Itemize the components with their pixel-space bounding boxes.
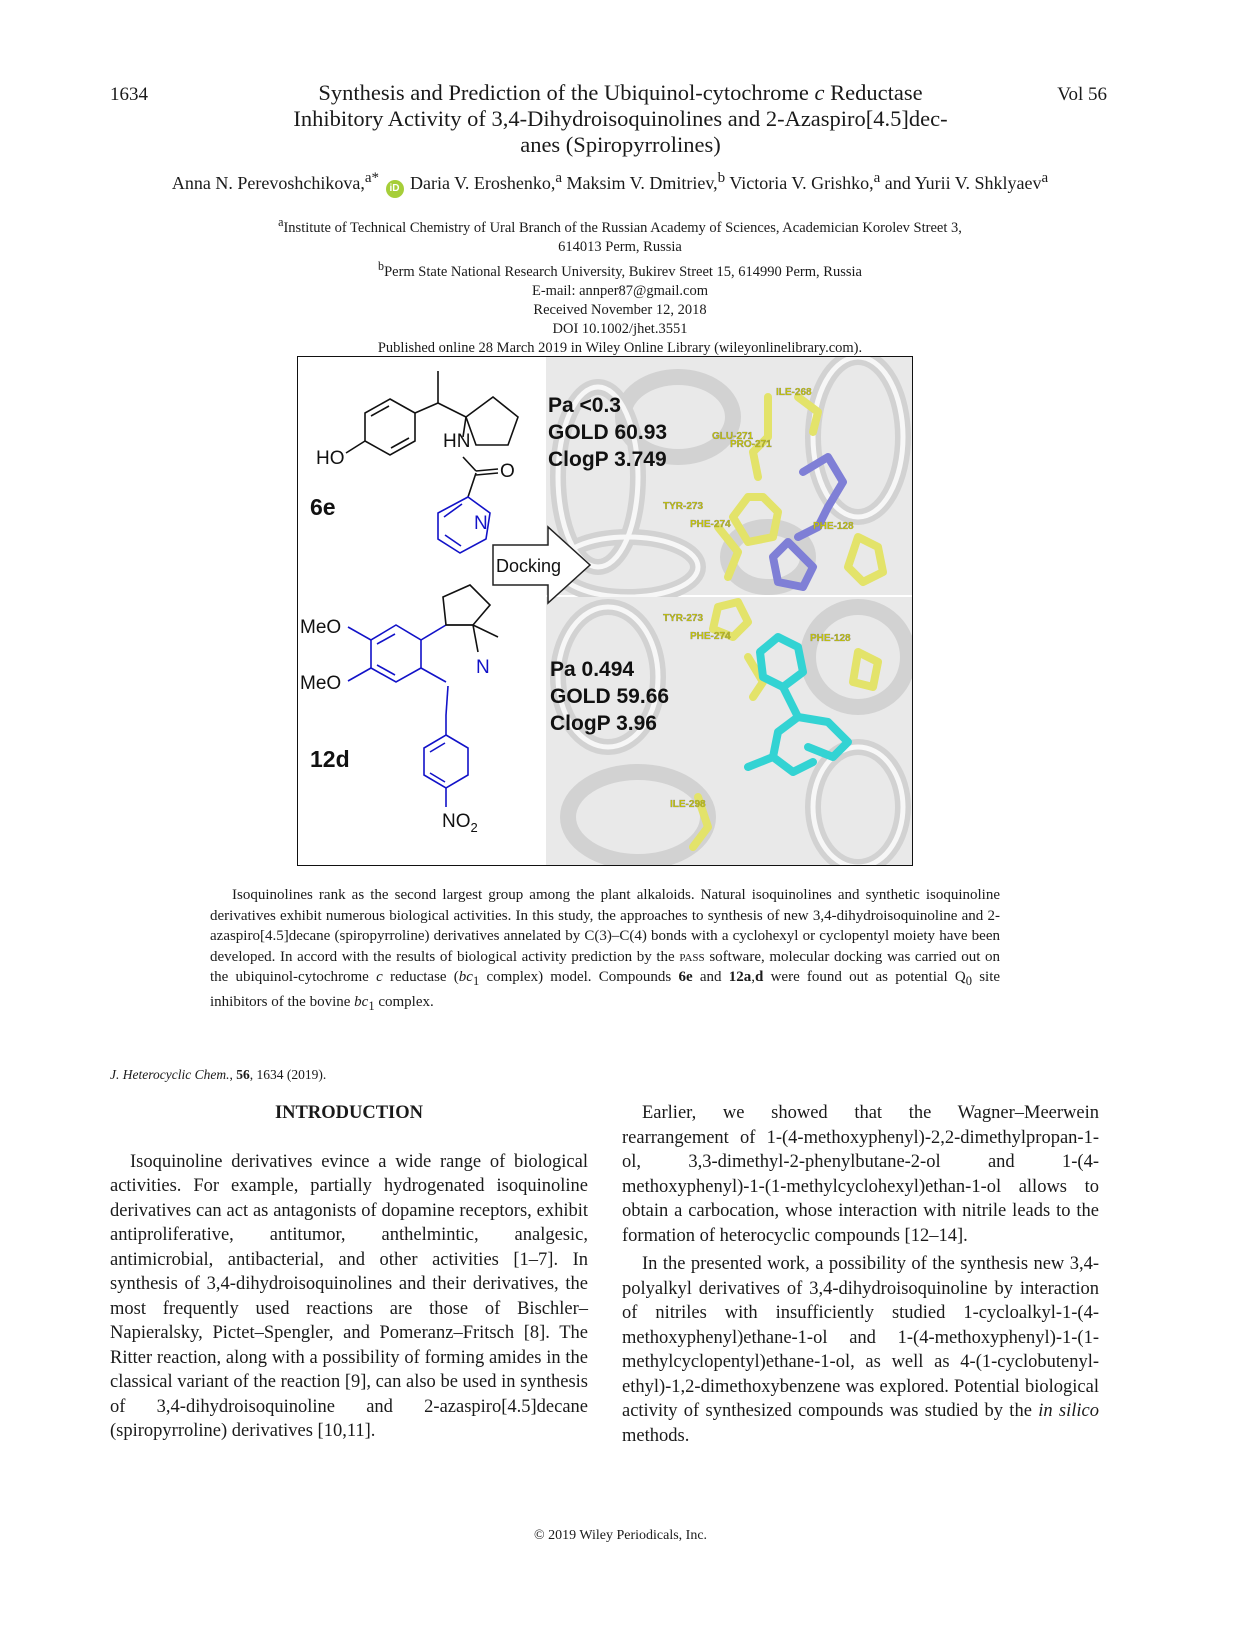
paragraph: Earlier, we showed that the Wagner–Meerwein rearrangement of 1-(4-methoxyphenyl)-2,2-dimethylpropan-1-ol, 3,3-dimethyl-2-phenylbutane-2-ol and 1-(4-methoxyphenyl)-1-(1-methylcyclohexyl)ethan-1-ol allows to obtain a carbocation, whose interaction with nitrile leads to the formation of heterocyclic compounds [12–14]. <box>622 1103 1099 1246</box>
label-n-isoquinoline: N <box>476 657 490 678</box>
body-column-right <box>622 1101 1099 1448</box>
doi-link[interactable]: DOI 10.1002/jhet.3551 <box>552 320 688 337</box>
structure-6e <box>346 371 518 497</box>
affiliations <box>150 213 1090 358</box>
docking-label: Docking <box>496 556 562 576</box>
residue-label: PHE-128 <box>813 521 854 532</box>
author-4: Victoria V. Grishko, <box>729 173 874 193</box>
author-2: Daria V. Eroshenko, <box>410 173 556 193</box>
email-link[interactable]: E-mail: annper87@gmail.com <box>531 282 709 299</box>
pass-software: pass <box>679 948 705 965</box>
title-line-2: Inhibitory Activity of 3,4-Dihydroisoquinolines and 2-Azaspiro[4.5]dec- <box>293 106 948 131</box>
gold-score: GOLD 60.93 <box>548 421 668 444</box>
author-1: Anna N. Perevoshchikova, <box>171 173 365 193</box>
residue-label: PHE-274 <box>690 519 731 530</box>
journal-citation: J. Heterocyclic Chem., 56, 1634 (2019). <box>110 1067 327 1082</box>
compound-label-12d: 12d <box>310 746 350 772</box>
received-date: Received November 12, 2018 <box>533 301 707 318</box>
label-o: O <box>500 461 515 482</box>
orcid-icon[interactable]: iD <box>386 180 404 198</box>
author-3: Maksim V. Dmitriev, <box>566 173 718 193</box>
label-hn: HN <box>443 431 471 452</box>
body-column-left <box>110 1101 588 1444</box>
page-number: 1634 <box>110 84 148 105</box>
volume-label: Vol 56 <box>1057 84 1107 105</box>
label-meo: MeO <box>300 673 342 694</box>
structure-12d <box>348 625 468 807</box>
label-meo: MeO <box>300 617 342 638</box>
docking-panel-top <box>546 357 913 597</box>
compound-label-6e: 6e <box>310 494 336 520</box>
paragraph: Isoquinoline derivatives evince a wide range of biological activities. For example, partially hydrogenated isoquinoline derivatives can act as antagonists of dopamine receptors, exhibit antiproliferative, antitumor, anthelmintic, analgesic, antimicrobial, antibacterial, and other activities [1–7]. In synthesis of 3,4-dihydroisoquinolines and their derivatives, the most frequently used reactions are those of Bischler–Napieralsky, Pictet–Spengler, and Pomeranz–Fritsch [8]. The Ritter reaction, along with a possibility of forming amides in the classical variant of the reaction [9], can also be used in synthesis of 3,4-dihydroisoquinoline and 2-azaspiro[4.5]decane (spiropyrroline) derivatives [10,11]. <box>110 1151 588 1441</box>
label-n-pyridine: N <box>474 513 488 534</box>
affiliation-a: $^a$Institute of Technical Chemistry of Ural Branch of the Russian Academy of Sciences, Academician Korolev Street 3, <box>278 215 962 236</box>
clogp-value: ClogP 3.749 <box>548 448 667 471</box>
residue-label: ILE-268 <box>776 387 812 398</box>
pa-value: Pa 0.494 <box>550 658 635 681</box>
label-ho: HO <box>316 448 345 469</box>
title-line-1: Synthesis and Prediction of the Ubiquinol-cytochrome c Reductase <box>318 80 923 105</box>
published-info: Published online 28 March 2019 in Wiley Online Library (wileyonlinelibrary.com). <box>377 339 863 356</box>
clogp-value: ClogP 3.96 <box>550 712 657 735</box>
affiliation-b: $^b$Perm State National Research University, Bukirev Street 15, 614990 Perm, Russia <box>378 258 862 280</box>
author-5: and Yurii V. Shklyaev <box>884 173 1042 193</box>
residue-label: PHE-128 <box>810 633 851 644</box>
residue-label: GLU-271 <box>712 431 754 442</box>
pa-value: Pa <0.3 <box>548 394 621 417</box>
paragraph: In the presented work, a possibility of the synthesis new 3,4-polyalkyl derivatives of 3,4-dihydroisoquinoline by interaction of nitriles with insufficiently studied 1-cycloalkyl-1-(4-methoxyphenyl)ethane-1-ol and 1-(4-methoxyphenyl)-1-(1-methylcyclopentyl)ethane-1-ol, as well as 4-(1-cyclobutenyl-ethyl)-1,2-dimethoxybenzene was explored. Potential biological activity of synthesized compounds was studied by the in silico methods. <box>622 1254 1100 1446</box>
article-title <box>200 80 1041 158</box>
residue-label: PRO-271 <box>730 439 772 450</box>
section-heading-introduction: INTRODUCTION <box>274 1103 424 1123</box>
residue-label: ILE-298 <box>670 799 706 810</box>
author-list: Anna N. Perevoshchikova,$^{a*}$ iD Daria V. Eroshenko,$^a$ Maksim V. Dmitriev,$^b$ Victoria V. Grishko,$^a$ and Yurii V. Shklyaev$^a$ <box>110 170 1110 198</box>
residue-label: PHE-274 <box>690 631 731 642</box>
gold-score: GOLD 59.66 <box>550 685 670 708</box>
graphical-abstract-figure <box>297 356 913 866</box>
residue-label: TYR-273 <box>663 501 704 512</box>
residue-label: TYR-273 <box>663 613 704 624</box>
affiliation-a-city: 614013 Perm, Russia <box>558 238 682 255</box>
abstract: Isoquinolines rank as the second largest group among the plant alkaloids. Natural isoquinolines and synthetic isoquinoline derivatives exhibit numerous biological activities. In this study, the approaches to synthesis of new 3,4-dihydroisoquinoline and 2-azaspiro[4.5]decane (spiropyrroline) derivatives annelated by C(3)–C(4) bonds with a cyclohexyl or cyclopentyl moiety have been developed. In accord with the results of biological activity prediction by the pass software, molecular docking was carried out on the ubiquinol-cytochrome c reductase ($bc_1$ complex) model. Compounds 6e and 12a,d were found out as potential $Q_0$ site inhibitors of the bovine $bc_1$ complex. <box>210 887 1001 1013</box>
figure-svg <box>298 357 913 866</box>
title-line-3: anes (Spiropyrrolines) <box>520 132 721 157</box>
label-no2: $NO_2$ <box>442 811 478 835</box>
copyright-footer: © 2019 Wiley Periodicals, Inc. <box>533 1528 708 1543</box>
